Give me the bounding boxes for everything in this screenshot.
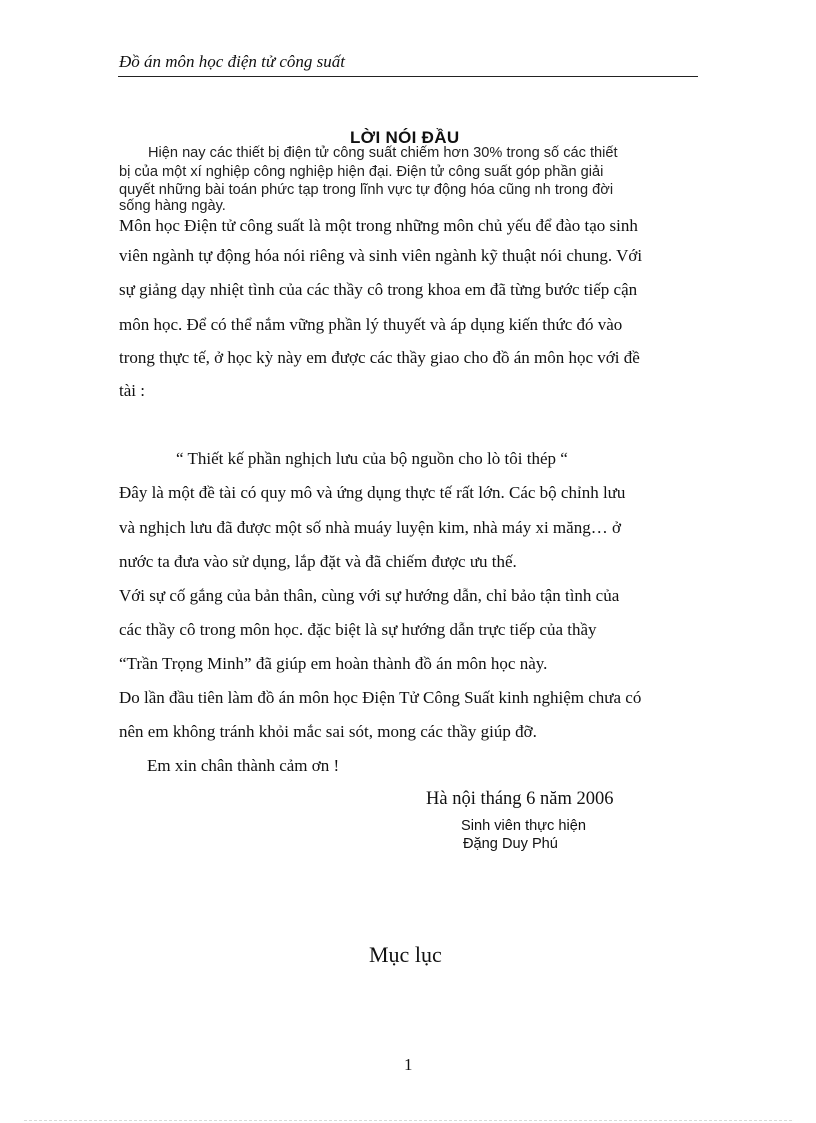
table-of-contents-title: Mục lục [369, 942, 442, 967]
body-line: Đây là một đề tài có quy mô và ứng dụng thực tế rất lớn. Các bộ chỉnh lưu [119, 483, 626, 502]
body-line: trong thực tế, ở học kỳ này em được các thầy giao cho đồ án môn học với đề [119, 348, 640, 367]
page-header: Đồ án môn học điện tử công suất [119, 52, 345, 71]
intro-line: sống hàng ngày. [119, 198, 226, 214]
intro-line: bị của một xí nghiệp công nghiệp hiện đại. Điện tử công suất góp phần giải [119, 164, 604, 180]
header-divider [118, 76, 698, 77]
body-line: các thầy cô trong môn học. đặc biệt là sự hướng dẫn trực tiếp của thầy [119, 620, 597, 639]
intro-line: quyết những bài toán phức tạp trong lĩnh vực tự động hóa cũng nh trong đời [119, 182, 614, 198]
body-line: viên ngành tự động hóa nói riêng và sinh viên ngành kỹ thuật nói chung. Với [119, 246, 643, 265]
body-line: sự giảng dạy nhiệt tình của các thầy cô trong khoa em đã từng bước tiếp cận [119, 280, 638, 299]
closing-line: Em xin chân thành cảm ơn ! [147, 756, 340, 775]
intro-line: Hiện nay các thiết bị điện tử công suất chiếm hơn 30% trong số các thiết [148, 145, 618, 161]
section-title: LỜI NÓI ĐẦU [350, 128, 460, 147]
body-line: môn học. Để có thể nắm vững phần lý thuyết và áp dụng kiến thức đó vào [119, 315, 623, 334]
body-line: nước ta đưa vào sử dụng, lắp đặt và đã chiếm được ưu thế. [119, 552, 517, 571]
body-line: và nghịch lưu đã được một số nhà muáy luyện kim, nhà máy xi măng… ở [119, 518, 621, 537]
body-line: tài : [119, 381, 145, 400]
body-line: Môn học Điện tử công suất là một trong những môn chủ yếu để đào tạo sinh [119, 216, 638, 235]
page-number: 1 [404, 1055, 413, 1074]
body-line: Do lần đầu tiên làm đồ án môn học Điện Tử Công Suất kinh nghiệm chưa có [119, 688, 642, 707]
page-bottom-edge [24, 1120, 792, 1121]
project-topic: “ Thiết kế phần nghịch lưu của bộ nguồn cho lò tôi thép “ [176, 449, 568, 468]
body-line: nên em không tránh khỏi mắc sai sót, mong các thầy giúp đỡ. [119, 722, 537, 741]
body-line: Với sự cố gắng của bản thân, cùng với sự hướng dẫn, chỉ bảo tận tình của [119, 586, 620, 605]
signature-name: Đặng Duy Phú [463, 836, 558, 852]
signature-date: Hà nội tháng 6 năm 2006 [426, 789, 614, 809]
signature-role: Sinh viên thực hiện [461, 818, 586, 834]
body-line: “Trần Trọng Minh” đã giúp em hoàn thành đồ án môn học này. [119, 654, 548, 673]
